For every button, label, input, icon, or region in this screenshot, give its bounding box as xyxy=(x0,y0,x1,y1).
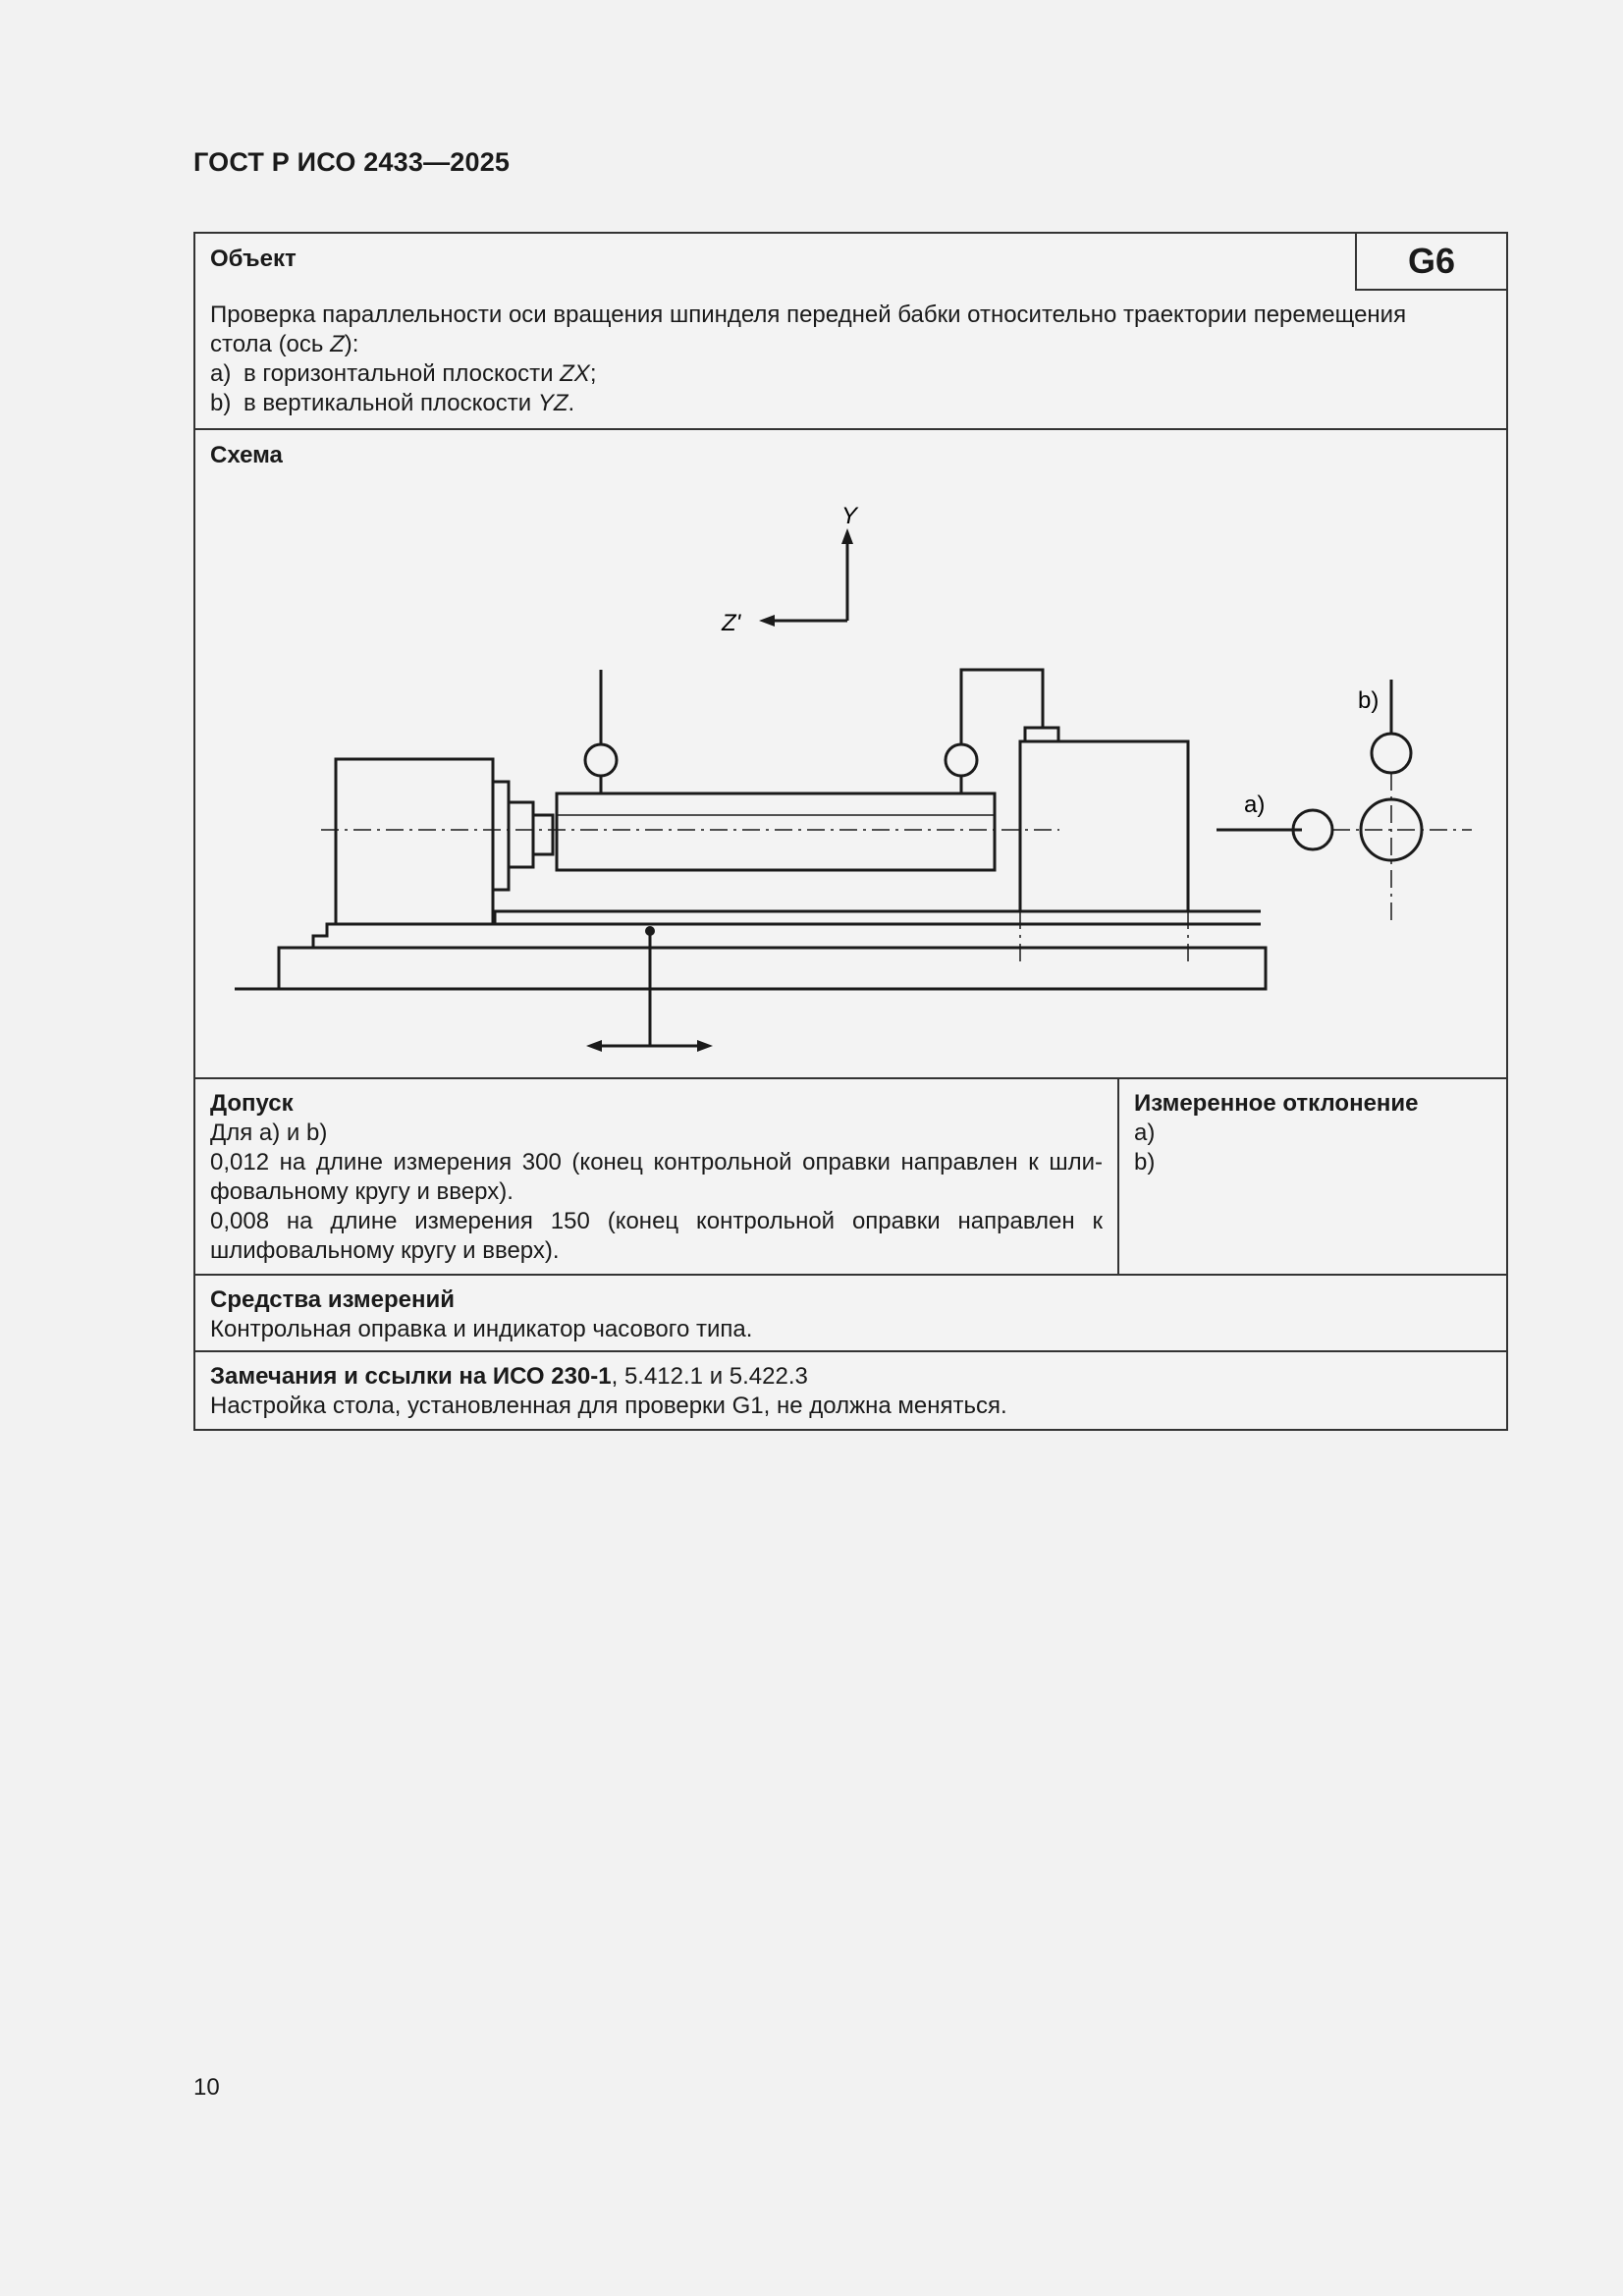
dial-indicator-1 xyxy=(585,744,617,776)
indicator-position-b xyxy=(1372,734,1411,773)
measured-a: a) xyxy=(1134,1120,1156,1146)
check-code: G6 xyxy=(1407,241,1456,281)
y-axis-label: Y xyxy=(841,503,858,529)
axis-z-italic: Z xyxy=(330,331,345,357)
headstock xyxy=(336,759,493,924)
measured-label: Измеренное отклонение xyxy=(1134,1090,1419,1117)
tolerance-label: Допуск xyxy=(210,1090,294,1117)
object-item-b: b) в вертикальной плоскости YZ. xyxy=(210,390,575,416)
position-a-label: a) xyxy=(1244,792,1266,818)
tolerance-section xyxy=(195,1079,1506,1276)
object-section xyxy=(195,234,1506,430)
object-item-a: a) в горизонтальной плоскости ZX; xyxy=(210,360,597,387)
object-label: Объект xyxy=(210,246,297,272)
object-text-line1: Проверка параллельности оси вращения шпинделя передней бабки относительно траектории перемещения xyxy=(210,301,1407,328)
means-label: Средства измерений xyxy=(210,1286,456,1313)
check-sheet-table xyxy=(193,232,1508,1431)
measuring-means-section xyxy=(195,1276,1506,1352)
machine-bed xyxy=(279,948,1266,989)
tolerance-line3: 0,008 на длине измерения 150 (конец контрольной оправки направлен к шлифовальному кругу и вверх). xyxy=(210,1208,1103,1264)
check-code-badge xyxy=(1355,232,1508,291)
object-text-line2: стола (ось Z): xyxy=(210,331,359,357)
document-title: ГОСТ Р ИСО 2433—2025 xyxy=(193,147,511,177)
tolerance-cell xyxy=(195,1079,1119,1274)
page-number: 10 xyxy=(193,2074,220,2101)
schema-section xyxy=(195,430,1506,1079)
notes-heading xyxy=(210,1362,1491,1392)
tolerance-line2: 0,012 на длине измерения 300 (конец контрольной оправки направлен к шли-фовальному кругу и вверх). xyxy=(210,1149,1103,1205)
measured-b: b) xyxy=(1134,1149,1156,1175)
notes-refs: , 5.412.1 и 5.422.3 xyxy=(611,1363,808,1390)
test-mandrel xyxy=(557,793,995,870)
schema-label: Схема xyxy=(210,442,283,468)
means-text: Контрольная оправка и индикатор часового типа. xyxy=(210,1316,753,1342)
notes-section xyxy=(195,1352,1506,1429)
tolerance-line1: Для a) и b) xyxy=(210,1120,328,1146)
schema-diagram xyxy=(195,430,1506,1077)
wheel-head xyxy=(1020,741,1188,911)
measured-deviation-cell xyxy=(1119,1079,1506,1274)
z-axis-label: Z' xyxy=(722,610,741,636)
position-b-label: b) xyxy=(1358,687,1380,714)
notes-label: Замечания и ссылки на ИСО 230-1 xyxy=(210,1363,612,1390)
notes-text: Настройка стола, установленная для проверки G1, не должна меняться. xyxy=(210,1393,1007,1419)
dial-indicator-2 xyxy=(946,744,977,776)
object-description xyxy=(210,301,1491,418)
